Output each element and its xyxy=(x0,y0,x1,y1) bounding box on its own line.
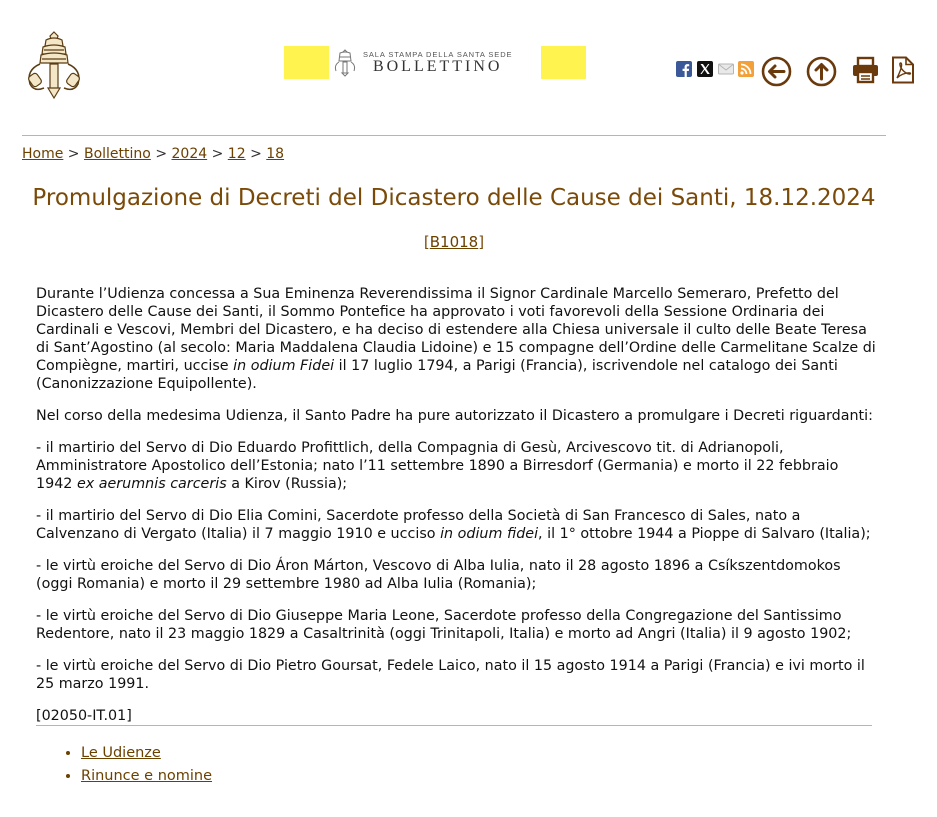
up-arrow-icon[interactable] xyxy=(806,56,837,87)
paragraph: - le virtù eroiche del Servo di Dio Giuseppe Maria Leone, Sacerdote professo della Congregazione del Santissimo Redentore, nato il 23 maggio 1829 a Casaltrinità (oggi Trinitapoli, Italia) e morto ad Angri (Italia) il 9 agosto 1902; xyxy=(36,608,852,642)
text: Durante l’Udienza concessa a Sua Eminenza Reverendissima il Signor Cardinale Marcello Semeraro, Prefetto del Dicastero delle Cause dei Santi, il Sommo Pontefice ha approvato i voti favorevoli della Sessione Ordinaria dei Cardinali e Vescovi, Membri del Dicastero, e ha deciso di estendere alla Chiesa universale il culto delle Beate Teresa di Sant’Agostino (al secolo: Maria Maddalena Claudia Lidoine) e 15 compagne dell’Ordine delle Carmelitane Scalze di Compiègne, martiri, uccise xyxy=(36,286,876,374)
breadcrumb-month[interactable]: 12 xyxy=(227,146,246,162)
article-body xyxy=(36,285,876,739)
paragraph xyxy=(36,285,876,393)
breadcrumb-separator: > xyxy=(155,146,168,162)
bottom-divider xyxy=(36,725,872,726)
breadcrumb-separator: > xyxy=(211,146,224,162)
papal-crest-logo[interactable] xyxy=(20,30,88,100)
paragraph xyxy=(36,507,876,543)
italic-text: ex aerumnis carceris xyxy=(76,476,227,492)
bollettino-banner[interactable] xyxy=(284,46,586,79)
page-title: Promulgazione di Decreti del Dicastero delle Cause dei Santi, 18.12.2024 xyxy=(32,185,876,211)
breadcrumb-day[interactable]: 18 xyxy=(266,146,285,162)
facebook-icon[interactable] xyxy=(676,61,692,77)
code-bracket-close: ] xyxy=(478,233,485,251)
text: - il martirio del Servo di Dio Elia Comini, Sacerdote professo della Società di San Francesco di Sales, nato a Calvenzano di Vergato (Italia) il 7 maggio 1910 e ucciso xyxy=(36,508,801,542)
top-divider xyxy=(22,135,886,136)
italic-text: in odium fidei xyxy=(440,526,539,542)
code-bracket-open: [ xyxy=(423,233,430,251)
breadcrumb-home[interactable]: Home xyxy=(22,146,64,162)
banner-yellow-right xyxy=(541,46,586,79)
banner-yellow-left xyxy=(284,46,329,79)
breadcrumb-bollettino[interactable]: Bollettino xyxy=(83,146,151,162)
breadcrumb xyxy=(22,146,284,162)
text: , il 1° ottobre 1944 a Pioppe di Salvaro (Italia); xyxy=(538,526,871,542)
back-arrow-icon[interactable] xyxy=(761,56,792,87)
italic-text: in odium Fidei xyxy=(233,358,335,374)
small-crest-icon xyxy=(333,49,357,77)
list-item xyxy=(81,742,212,765)
link-rinunce-e-nomine[interactable]: Rinunce e nomine xyxy=(81,768,213,784)
paragraph: - le virtù eroiche del Servo di Dio Pietro Goursat, Fedele Laico, nato il 15 agosto 1914 a Parigi (Francia) e ivi morto il 25 marzo 1991. xyxy=(36,658,865,692)
link-le-udienze[interactable]: Le Udienze xyxy=(81,745,161,761)
paragraph xyxy=(36,439,876,493)
paragraph: Nel corso della medesima Udienza, il Santo Padre ha pure autorizzato il Dicastero a promulgare i Decreti riguardanti: xyxy=(36,408,873,424)
banner-subtitle: SALA STAMPA DELLA SANTA SEDE xyxy=(363,50,513,59)
email-icon[interactable] xyxy=(718,61,734,77)
header xyxy=(0,0,937,120)
text: a Kirov (Russia); xyxy=(226,476,348,492)
related-links xyxy=(60,742,212,788)
reference-code: [02050-IT.01] xyxy=(36,708,132,724)
list-item xyxy=(81,765,212,788)
text: il 17 luglio 1794, a Parigi (Francia), iscrivendole nel catalogo dei Santi (Canonizzazione Equipollente). xyxy=(36,358,838,392)
bulletin-code-link[interactable]: B1018 xyxy=(429,233,479,251)
banner-center xyxy=(329,46,541,79)
pdf-icon[interactable] xyxy=(891,56,915,84)
rss-icon[interactable] xyxy=(738,61,754,77)
print-icon[interactable] xyxy=(851,56,880,84)
paragraph: - le virtù eroiche del Servo di Dio Áron Márton, Vescovo di Alba Iulia, nato il 28 agosto 1896 a Csíkszentdomokos (oggi Romania) e morto il 29 settembre 1980 ad Alba Iulia (Romania); xyxy=(36,558,841,592)
x-icon[interactable] xyxy=(697,61,713,77)
banner-title: BOLLETTINO xyxy=(372,58,503,75)
text: - il martirio del Servo di Dio Eduardo Profittlich, della Compagnia di Gesù, Arcivescovo tit. di Adrianopoli, Amministratore Apostolico dell’Estonia; nato l’11 settembre 1890 a Birresdorf (Germania) e morto il 22 febbraio 1942 xyxy=(36,440,839,492)
breadcrumb-separator: > xyxy=(67,146,80,162)
breadcrumb-year[interactable]: 2024 xyxy=(171,146,208,162)
bulletin-code xyxy=(0,233,908,251)
breadcrumb-separator: > xyxy=(250,146,262,162)
